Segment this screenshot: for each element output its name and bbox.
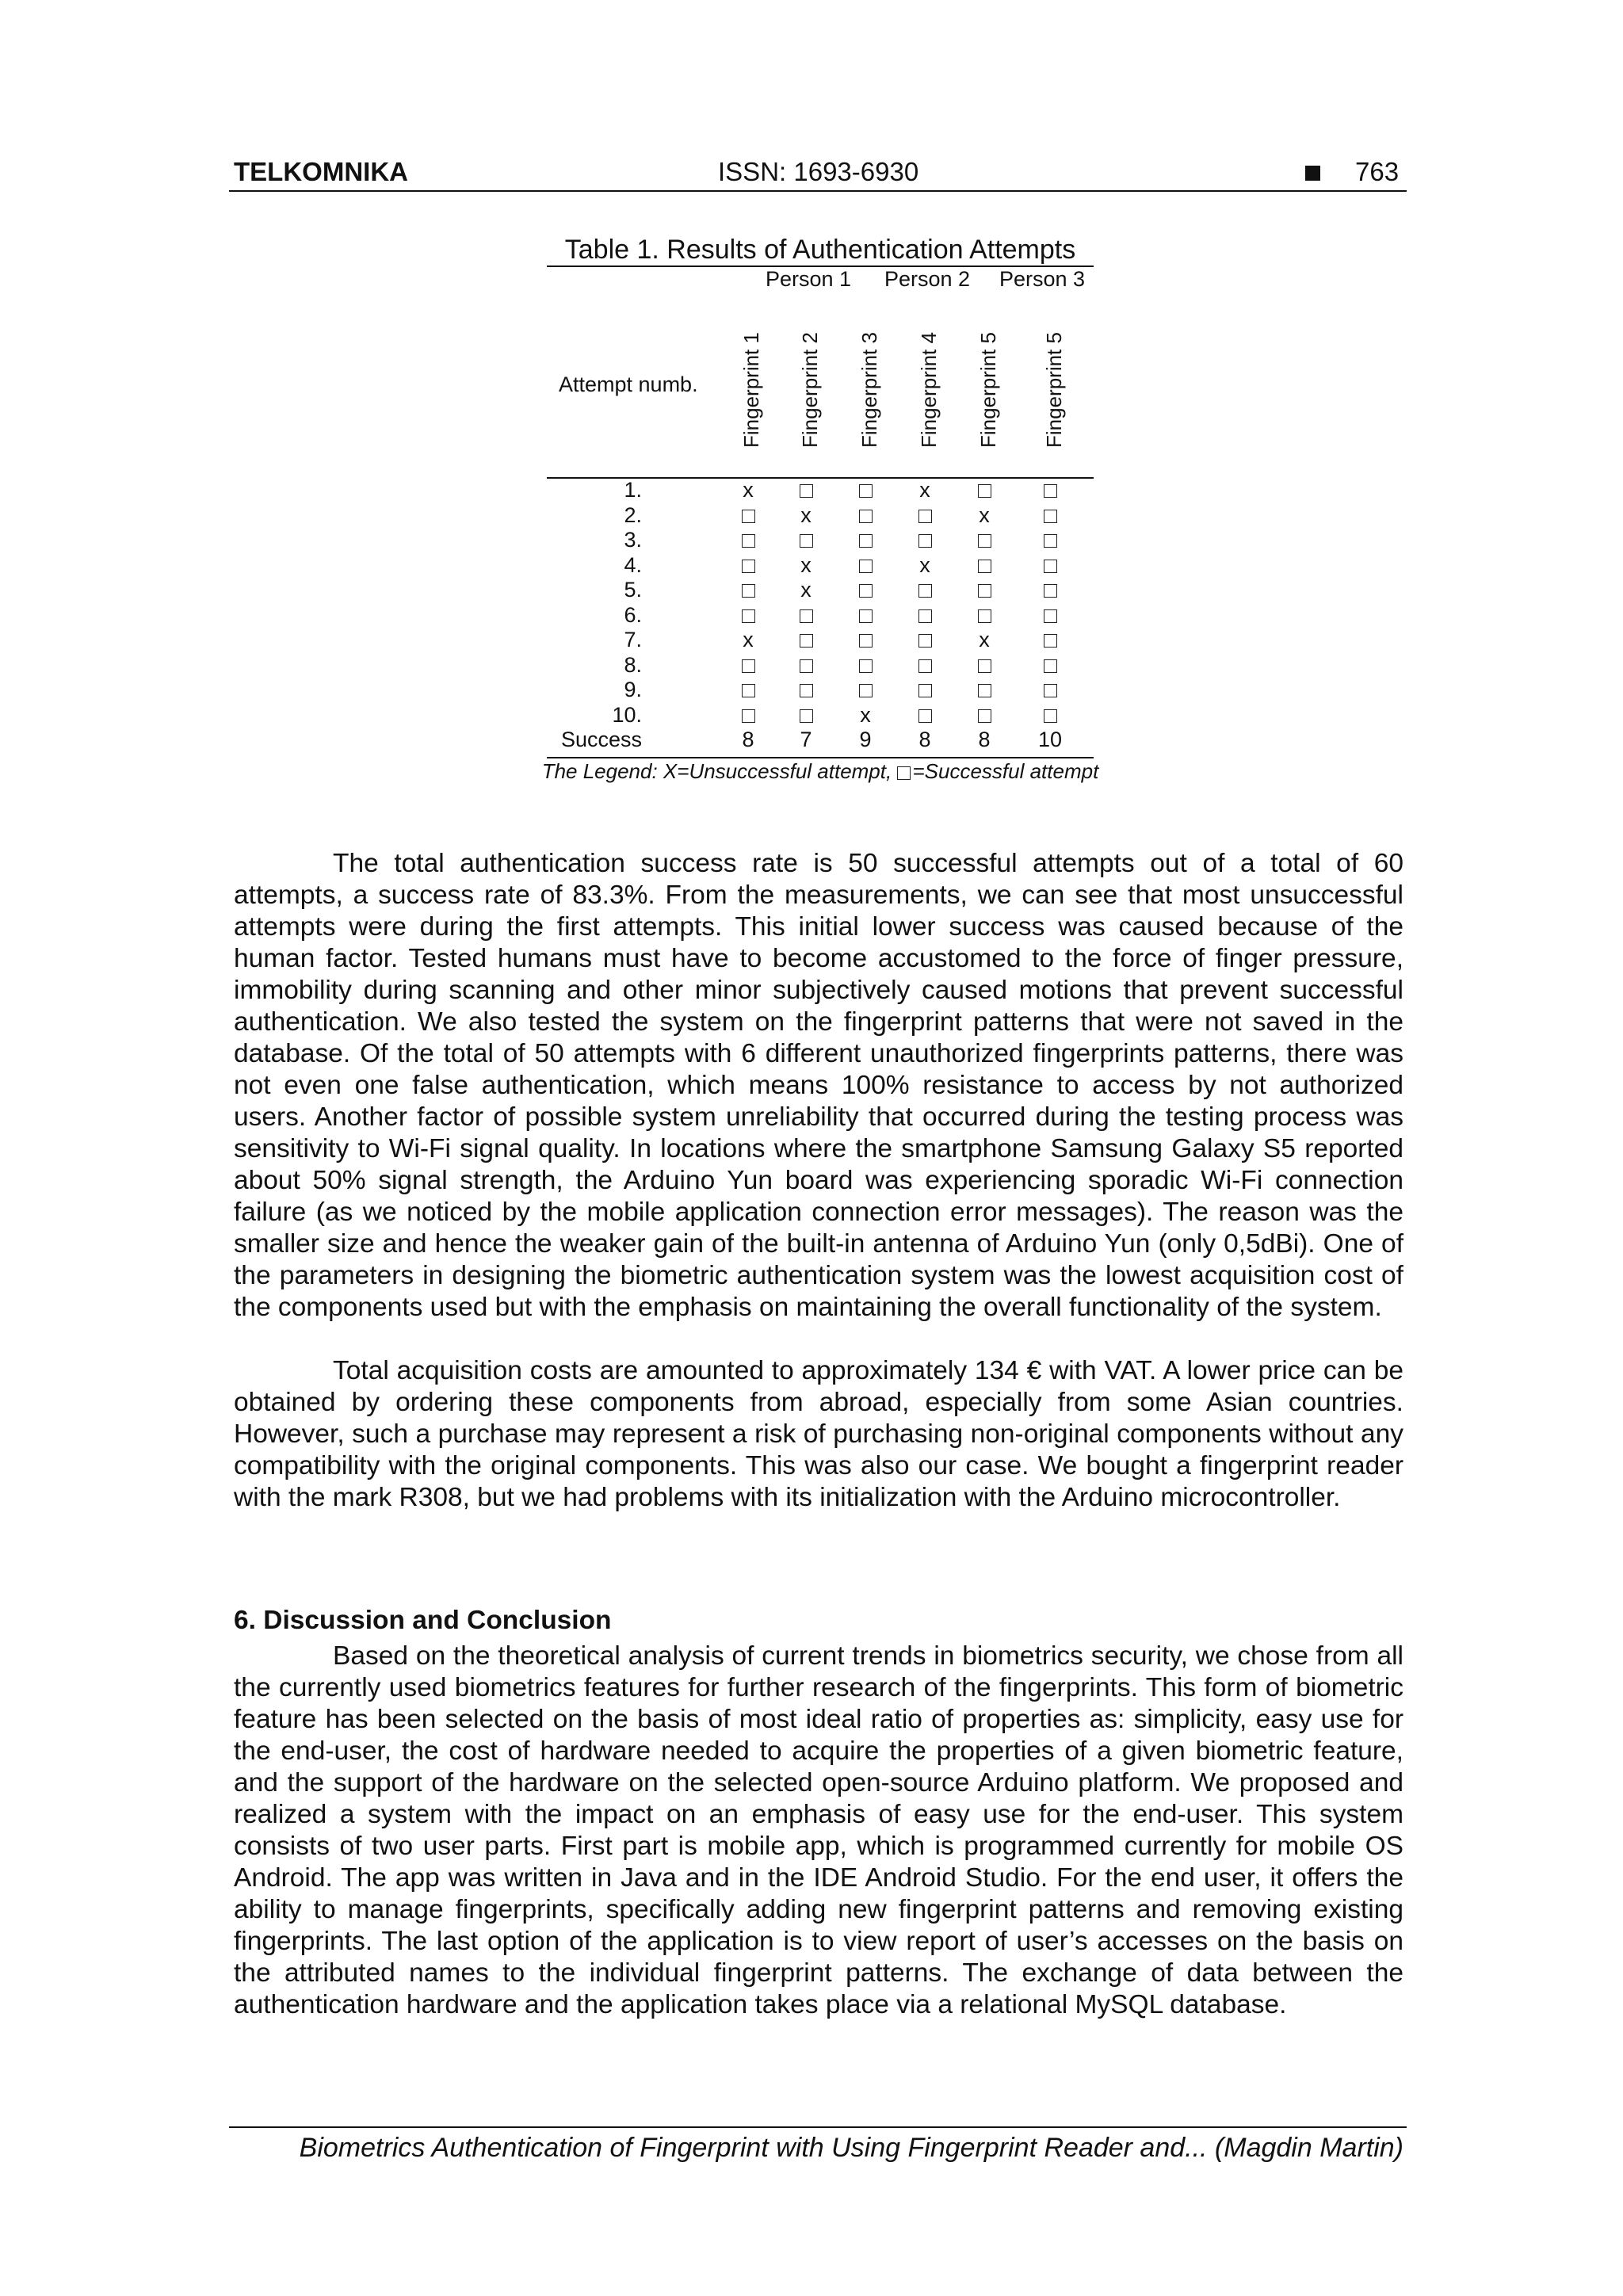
row-label: Success xyxy=(560,728,642,751)
checkbox-icon xyxy=(742,609,755,623)
success-count: 7 xyxy=(800,728,812,751)
success-checkbox-icon xyxy=(724,603,772,628)
success-checkbox-icon xyxy=(842,528,889,552)
checkbox-icon xyxy=(1044,484,1057,498)
checkbox-icon xyxy=(978,484,991,498)
success-checkbox-icon xyxy=(1026,478,1074,502)
checkbox-icon xyxy=(800,484,813,498)
success-checkbox-icon xyxy=(842,478,889,502)
running-footer: Biometrics Authentication of Fingerprint with Using Fingerprint Reader and... (Magdin Martin) xyxy=(299,2133,1403,2163)
issn: ISSN: 1693-6930 xyxy=(718,157,919,186)
checkbox-icon xyxy=(800,609,813,623)
success-checkbox-icon xyxy=(901,703,949,728)
success-checkbox-icon xyxy=(901,528,949,552)
page-number: 763 xyxy=(1355,157,1400,186)
journal-name: TELKOMNIKA xyxy=(234,157,408,186)
success-checkbox-icon xyxy=(1026,528,1074,552)
fingerprint-2-header: Fingerprint 2 xyxy=(798,332,822,448)
checkbox-icon xyxy=(1044,560,1057,573)
success-checkbox-icon xyxy=(901,503,949,528)
success-checkbox-icon xyxy=(842,628,889,652)
success-checkbox-icon xyxy=(724,553,772,578)
success-checkbox-icon xyxy=(960,578,1008,602)
checkbox-icon xyxy=(742,534,755,548)
checkbox-icon xyxy=(1044,634,1057,648)
success-checkbox-icon xyxy=(960,478,1008,502)
success-checkbox-icon xyxy=(842,553,889,578)
checkbox-icon xyxy=(918,634,932,648)
success-checkbox-icon xyxy=(782,528,830,552)
checkbox-icon xyxy=(978,534,991,548)
row-label: 2. xyxy=(624,502,642,527)
checkbox-icon xyxy=(978,709,991,723)
checkbox-icon xyxy=(859,609,873,623)
success-checkbox-icon xyxy=(782,678,830,702)
success-checkbox-icon xyxy=(901,578,949,602)
person-1-header: Person 1 xyxy=(765,267,852,291)
person-2-header: Person 2 xyxy=(884,267,971,291)
checkbox-icon xyxy=(978,659,991,673)
checkbox-icon xyxy=(859,534,873,548)
legend-suffix: =Successful attempt xyxy=(912,759,1099,783)
success-checkbox-icon xyxy=(724,703,772,728)
success-checkbox-icon xyxy=(1026,678,1074,702)
checkbox-icon xyxy=(742,709,755,723)
success-checkbox-icon xyxy=(960,653,1008,678)
success-checkbox-icon xyxy=(842,653,889,678)
unsuccessful-mark: x xyxy=(800,578,812,602)
row-label: 9. xyxy=(624,678,642,701)
fingerprint-3-header: Fingerprint 3 xyxy=(857,332,881,448)
checkbox-icon xyxy=(859,510,873,523)
header-rule xyxy=(229,190,1407,192)
checkbox-icon xyxy=(742,684,755,697)
success-count: 8 xyxy=(918,728,931,751)
unsuccessful-mark: x xyxy=(800,552,812,577)
unsuccessful-mark: x xyxy=(919,552,930,577)
fingerprint-4-header: Fingerprint 4 xyxy=(917,332,941,448)
success-checkbox-icon xyxy=(901,678,949,702)
success-checkbox-icon xyxy=(960,528,1008,552)
success-checkbox-icon xyxy=(1026,578,1074,602)
checkbox-icon xyxy=(978,584,991,598)
unsuccessful-mark: x xyxy=(743,478,754,502)
success-checkbox-icon xyxy=(1026,553,1074,578)
row-label: 5. xyxy=(624,578,642,602)
unsuccessful-mark: x xyxy=(860,702,871,727)
attempt-number-header: Attempt numb. xyxy=(559,372,698,396)
success-checkbox-icon xyxy=(782,478,830,502)
checkbox-icon xyxy=(859,684,873,697)
success-checkbox-icon xyxy=(901,603,949,628)
success-checkbox-icon xyxy=(1026,703,1074,728)
paragraph-costs-text: Total acquisition costs are amounted to approximately 134 € with VAT. A lower price can be obtained by ordering these components from abroad, especially from some Asian countries. However, such a purchase may represent a risk of purchasing non-original components without any compatibility with the original components. This was also our case. We bought a fingerprint reader with the mark R308, but we had problems with its initialization with the Arduino microcontroller. xyxy=(234,1356,1403,1512)
success-checkbox-icon xyxy=(782,603,830,628)
unsuccessful-mark: x xyxy=(919,478,930,502)
checkbox-icon xyxy=(859,634,873,648)
success-checkbox-icon xyxy=(842,578,889,602)
success-checkbox-icon xyxy=(960,553,1008,578)
success-checkbox-icon xyxy=(842,603,889,628)
row-label: 1. xyxy=(624,478,642,502)
row-label: 7. xyxy=(624,628,642,651)
unsuccessful-mark: x xyxy=(979,628,990,651)
row-label: 3. xyxy=(624,528,642,552)
checkbox-icon xyxy=(800,684,813,697)
checkbox-icon xyxy=(859,659,873,673)
success-checkbox-icon xyxy=(901,628,949,652)
paragraph-costs xyxy=(234,1355,1403,1514)
unsuccessful-mark: x xyxy=(800,502,812,527)
success-checkbox-icon xyxy=(724,503,772,528)
checkbox-icon xyxy=(978,560,991,573)
success-count: 8 xyxy=(742,728,754,751)
checkbox-icon xyxy=(742,659,755,673)
success-count: 9 xyxy=(859,728,872,751)
success-count: 10 xyxy=(1037,728,1063,751)
unsuccessful-mark: x xyxy=(979,502,990,527)
success-checkbox-icon xyxy=(782,703,830,728)
checkbox-icon xyxy=(859,560,873,573)
paragraph-conclusion-text: Based on the theoretical analysis of current trends in biometrics security, we chose from all the currently used biometrics features for further research of the fingerprints. This form of biometric feature has been selected on the basis of most ideal ratio of properties as: simplicity, easy use for the end-user, the cost of hardware needed to acquire the properties of a given biometric feature, and the support of the hardware on the selected open-source Arduino platform. We proposed and realized a system with the impact on an emphasis of easy use for the end-user. This system consists of two user parts. First part is mobile app, which is programmed currently for mobile OS Android. The app was written in Java and in the IDE Android Studio. For the end user, it offers the ability to manage fingerprints, specifically adding new fingerprint patterns and removing existing fingerprints. The last option of the application is to view report of user’s accesses on the basis on the attributed names to the individual fingerprint patterns. The exchange of data between the authentication hardware and the application takes place via a relational MySQL database. xyxy=(234,1641,1403,2019)
square-bullet-icon xyxy=(1305,166,1320,181)
checkbox-icon xyxy=(742,584,755,598)
legend-prefix: The Legend: X=Unsuccessful attempt, xyxy=(541,759,898,783)
checkbox-icon xyxy=(1044,534,1057,548)
success-checkbox-icon xyxy=(1026,628,1074,652)
checkbox-icon xyxy=(1044,609,1057,623)
person-3-header: Person 3 xyxy=(999,267,1086,291)
success-checkbox-icon xyxy=(724,528,772,552)
table-legend xyxy=(475,759,1165,784)
row-label: 10. xyxy=(612,702,642,727)
checkbox-icon xyxy=(978,684,991,697)
table-bottom-rule xyxy=(547,757,1094,758)
row-label: 4. xyxy=(624,552,642,577)
row-label: 8. xyxy=(624,652,642,677)
success-checkbox-icon xyxy=(901,653,949,678)
checkbox-icon xyxy=(1044,659,1057,673)
section-title: 6. Discussion and Conclusion xyxy=(234,1606,612,1635)
fingerprint-1-header: Fingerprint 1 xyxy=(739,332,763,448)
success-checkbox-icon xyxy=(842,678,889,702)
success-checkbox-icon xyxy=(1026,503,1074,528)
checkbox-icon xyxy=(1044,709,1057,723)
checkbox-icon xyxy=(800,709,813,723)
paragraph-results xyxy=(234,848,1403,1324)
checkbox-icon xyxy=(742,510,755,523)
success-checkbox-icon xyxy=(1026,653,1074,678)
checkbox-icon xyxy=(859,484,873,498)
checkbox-icon xyxy=(1044,510,1057,523)
paragraph-conclusion xyxy=(234,1641,1403,2021)
footer-rule xyxy=(229,2126,1407,2128)
checkbox-icon xyxy=(918,534,932,548)
fingerprint-5-header: Fingerprint 5 xyxy=(976,332,1000,448)
success-checkbox-icon xyxy=(960,703,1008,728)
checkbox-icon xyxy=(1044,684,1057,697)
success-checkbox-icon xyxy=(724,653,772,678)
checkbox-icon xyxy=(859,584,873,598)
success-checkbox-icon xyxy=(960,678,1008,702)
table-caption: Table 1. Results of Authentication Attempts xyxy=(564,235,1076,265)
success-checkbox-icon xyxy=(782,628,830,652)
checkbox-icon xyxy=(1044,584,1057,598)
success-checkbox-icon xyxy=(782,653,830,678)
checkbox-icon xyxy=(918,510,932,523)
success-checkbox-icon xyxy=(1026,603,1074,628)
checkbox-icon xyxy=(800,634,813,648)
fingerprint-5b-header: Fingerprint 5 xyxy=(1042,332,1066,448)
success-checkbox-icon xyxy=(724,578,772,602)
unsuccessful-mark: x xyxy=(743,628,754,651)
checkbox-icon xyxy=(800,659,813,673)
checkbox-icon xyxy=(742,560,755,573)
checkbox-icon xyxy=(918,659,932,673)
success-checkbox-icon xyxy=(842,503,889,528)
checkbox-icon xyxy=(918,684,932,697)
success-count: 8 xyxy=(978,728,991,751)
checkbox-icon xyxy=(918,584,932,598)
success-checkbox-icon xyxy=(724,678,772,702)
checkbox-icon xyxy=(800,534,813,548)
checkbox-icon xyxy=(918,609,932,623)
success-checkbox-icon xyxy=(960,603,1008,628)
checkbox-icon xyxy=(918,709,932,723)
paragraph-results-text: The total authentication success rate is 50 successful attempts out of a total of 60 attempts, a success rate of 83.3%. From the measurements, we can see that most unsuccessful attempts were during the first attempts. This initial lower success was caused because of the human factor. Tested humans must have to become accustomed to the force of finger pressure, immobility during scanning and other minor subjectively caused motions that prevent successful authentication. We also tested the system on the fingerprint patterns that were not saved in the database. Of the total of 50 attempts with 6 different unauthorized fingerprints patterns, there was not even one false authentication, which means 100% resistance to access by not authorized users. Another factor of possible system unreliability that occurred during the testing process was sensitivity to Wi-Fi signal quality. In locations where the smartphone Samsung Galaxy S5 reported about 50% signal strength, the Arduino Yun board was experiencing sporadic Wi-Fi connection failure (as we noticed by the mobile application connection error messages). The reason was the smaller size and hence the weaker gain of the built-in antenna of Arduino Yun (only 0,5dBi). One of the parameters in designing the biometric authentication system was the lowest acquisition cost of the components used but with the emphasis on maintaining the overall functionality of the system. xyxy=(234,849,1403,1322)
checkbox-icon xyxy=(897,766,911,780)
checkbox-icon xyxy=(978,609,991,623)
row-label: 6. xyxy=(624,602,642,627)
